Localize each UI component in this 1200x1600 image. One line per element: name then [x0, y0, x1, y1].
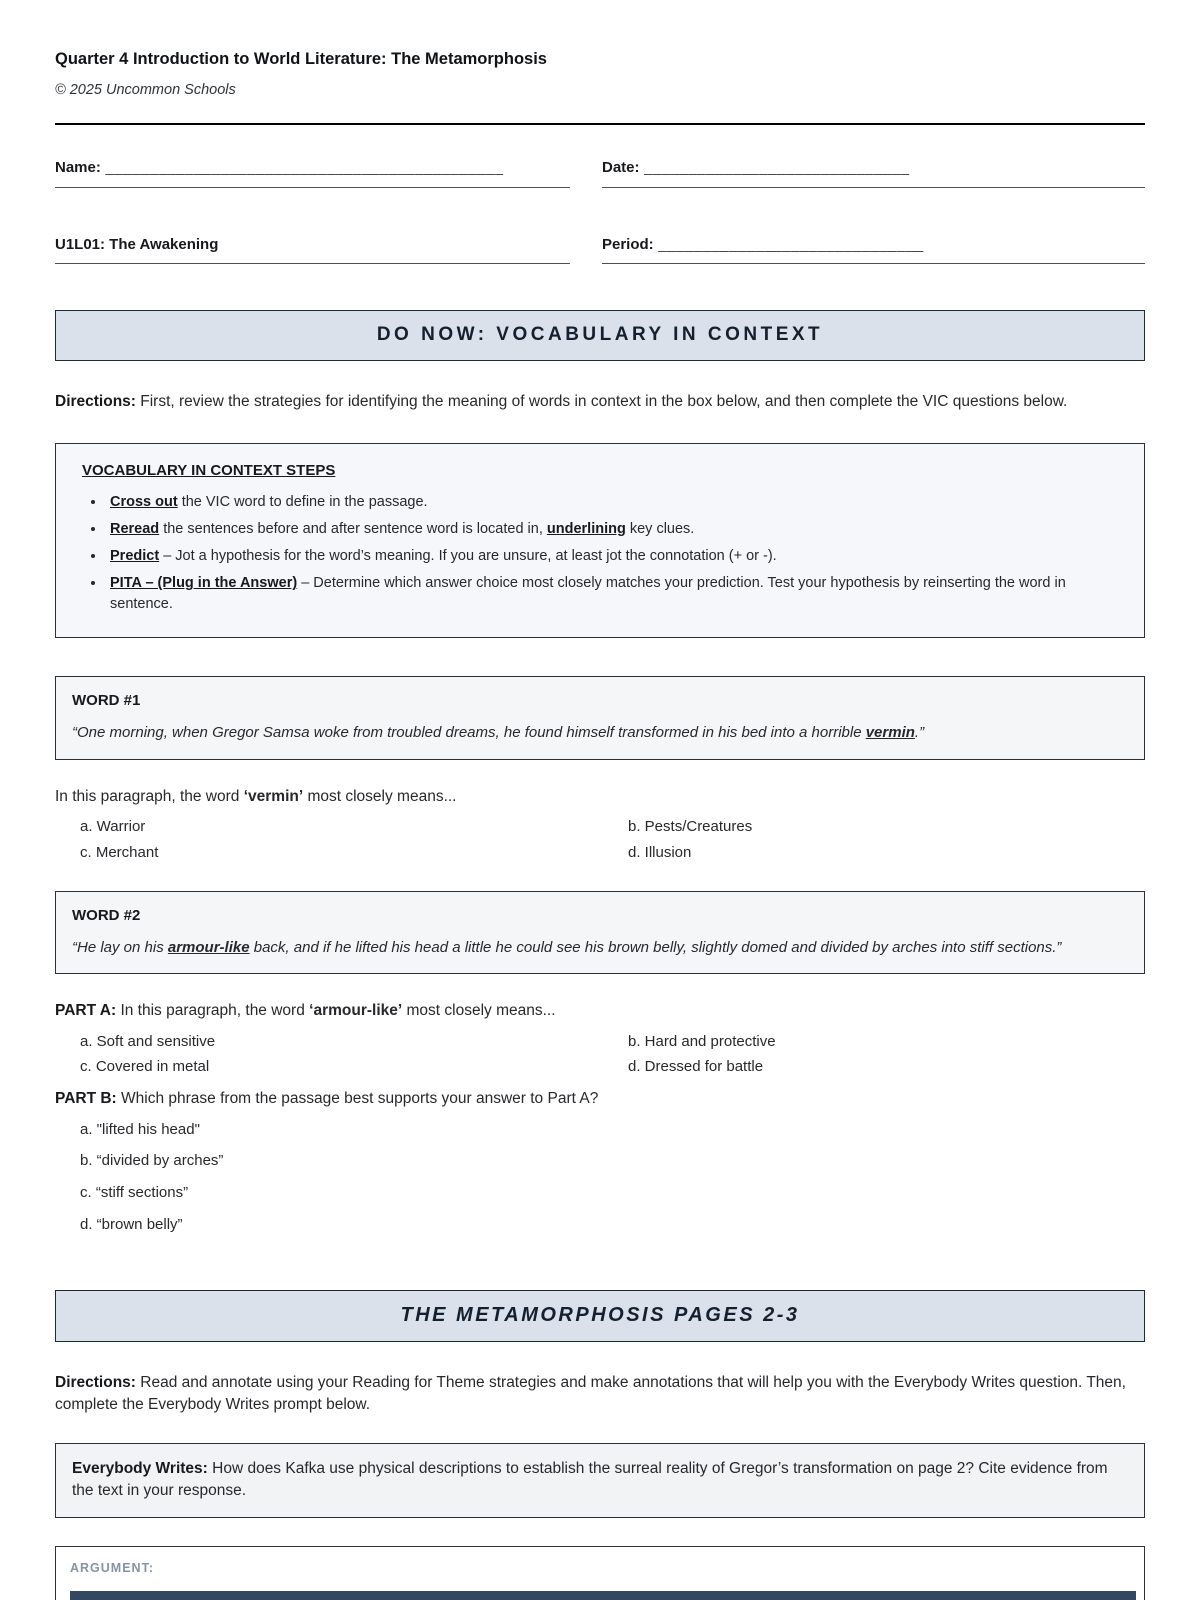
directions-text: First, review the strategies for identifying the meaning of words in context in the box below, and then complete the VIC questions below.: [135, 392, 1068, 410]
period-label: Period:: [602, 235, 654, 253]
directions-text: Read and annotate using your Reading for Theme strategies and make annotations that will help you with the Everybody Writes question. Then, complete the Everybody Writes prompt below.: [55, 1373, 1126, 1414]
vic-step-keyword: Reread: [110, 521, 160, 538]
part-a-post: most closely means...: [402, 1002, 556, 1020]
word2-heading: WORD #2: [72, 906, 141, 924]
word1-option-a: a. Warrior: [80, 818, 146, 836]
argument-response-bar: [70, 1591, 1136, 1600]
part-a-options: [80, 1031, 1145, 1079]
word2-box: [55, 891, 1145, 975]
word1-box: [55, 676, 1145, 760]
word2-part-a-question: [55, 1000, 1145, 1022]
directions-label: Directions:: [55, 392, 136, 410]
date-label: Date:: [602, 158, 640, 176]
part-a-word: ‘armour-like’: [309, 1002, 403, 1020]
part-b-text: Which phrase from the passage best supports your answer to Part A?: [116, 1090, 599, 1108]
part-a-option-c: c. Covered in metal: [80, 1058, 210, 1076]
vic-step-keyword-2: underlining: [546, 521, 626, 538]
part-b-option-b: b. “divided by arches”: [80, 1152, 224, 1170]
everybody-writes-prompt: [72, 1458, 1128, 1503]
vic-step-text: – Jot a hypothesis for the word’s meaning. If you are unsure, at least jot the connotation (+ or -).: [159, 548, 777, 565]
word1-quote-pre: “One morning, when Gregor Samsa woke from troubled dreams, he found himself transformed in his bed into a horrible: [72, 724, 866, 742]
word1-option-d: d. Illusion: [628, 844, 692, 861]
part-a-option-b: b. Hard and protective: [628, 1032, 776, 1050]
name-blank-line: _____________________________________________: [100, 158, 504, 176]
word1-question: [55, 786, 1145, 808]
vic-steps-list: [78, 492, 1122, 615]
word1-vic-word: vermin: [865, 724, 915, 742]
argument-label: ARGUMENT:: [70, 1560, 154, 1575]
word2-quote-pre: “He lay on his: [72, 938, 168, 956]
vic-step-text: the sentences before and after sentence word is located in,: [159, 521, 547, 538]
part-b-option-c: c. “stiff sections”: [80, 1184, 189, 1202]
word2-part-b-question: [55, 1088, 1145, 1110]
vic-step-text: – Determine which answer choice most closely matches your prediction. Test your hypothesis by reinserting the word in sentence.: [110, 575, 1066, 613]
date-blank-line: ______________________________: [639, 158, 910, 176]
part-a-option-d: d. Dressed for battle: [628, 1058, 764, 1076]
vic-step-keyword: Cross out: [110, 494, 178, 511]
vic-step-cross-out: [106, 492, 1122, 513]
part-a-label: PART A:: [55, 1002, 117, 1020]
vic-step-text-2: key clues.: [625, 521, 695, 538]
part-b-option-d: d. “brown belly”: [80, 1215, 183, 1233]
name-label: Name:: [55, 158, 101, 176]
part-b-label: PART B:: [55, 1090, 117, 1108]
word1-question-word: ‘vermin’: [243, 787, 304, 805]
student-info-table: [55, 157, 1145, 265]
everybody-writes-text: How does Kafka use physical descriptions to establish the surreal reality of Gregor’s transformation on page 2? Cite evidence from the text in your response.: [72, 1459, 1108, 1500]
word1-option-b: b. Pests/Creatures: [628, 818, 753, 836]
lesson-title: U1L01: The Awakening: [55, 235, 219, 253]
word2-quote-post: back, and if he lifted his head a little he could see his brown belly, slightly domed and divided by arches into stiff sections.”: [249, 938, 1062, 956]
part-a-option-a: a. Soft and sensitive: [80, 1032, 216, 1050]
vic-step-predict: [106, 546, 1122, 567]
word1-quote-post: .”: [914, 724, 925, 742]
vic-step-pita: [106, 573, 1122, 615]
vic-step-reread: [106, 519, 1122, 540]
name-field: [55, 157, 570, 188]
document-title: Quarter 4 Introduction to World Literature: The Metamorphosis: [55, 50, 547, 68]
header-divider: [55, 123, 1145, 125]
word2-vic-word: armour-like: [167, 938, 250, 956]
vic-step-keyword: PITA – (Plug in the Answer): [110, 575, 298, 592]
vic-steps-title: VOCABULARY IN CONTEXT STEPS: [82, 462, 336, 480]
everybody-writes-label: Everybody Writes:: [72, 1459, 208, 1477]
metamorphosis-directions: [55, 1372, 1145, 1417]
part-b-option-a: a. "lifted his head": [80, 1120, 200, 1138]
word1-option-c: c. Merchant: [80, 844, 159, 861]
lesson-title-cell: [55, 234, 570, 265]
everybody-writes-box: [55, 1443, 1145, 1518]
argument-box: [55, 1546, 1145, 1600]
word2-quote: [72, 937, 1128, 959]
vic-step-keyword: Predict: [110, 548, 160, 565]
date-field: [602, 157, 1145, 188]
copyright-line: © 2025 Uncommon Schools: [55, 81, 236, 98]
directions-label: Directions:: [55, 1373, 136, 1391]
metamorphosis-banner: THE METAMORPHOSIS PAGES 2-3: [55, 1290, 1145, 1342]
part-a-pre: In this paragraph, the word: [116, 1002, 310, 1020]
part-b-options: [80, 1119, 1145, 1236]
vic-step-text: the VIC word to define in the passage.: [177, 494, 428, 511]
vic-steps-box: [55, 443, 1145, 638]
word1-question-post: most closely means...: [303, 787, 457, 805]
do-now-directions: [55, 391, 1145, 413]
word1-question-pre: In this paragraph, the word: [55, 787, 244, 805]
word1-options: [80, 816, 1145, 864]
do-now-banner: DO NOW: VOCABULARY IN CONTEXT: [55, 310, 1145, 361]
period-blank-line: ______________________________: [653, 235, 924, 253]
period-field: [602, 234, 1145, 265]
word1-heading: WORD #1: [72, 692, 141, 710]
word1-quote: [72, 722, 1128, 744]
